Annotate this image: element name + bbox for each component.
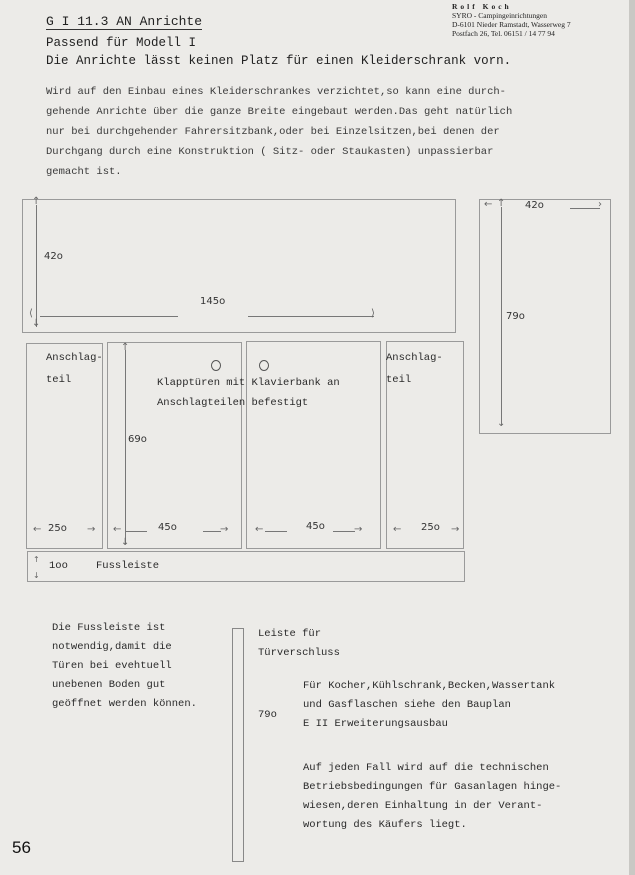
reference-line: E II Erweiterungsausbau xyxy=(303,718,448,730)
left-stop-label-1: Anschlag- xyxy=(46,352,103,364)
right-stop-label-1: Anschlag- xyxy=(386,352,443,364)
note-line: Türen bei evehtuell xyxy=(52,660,172,672)
arrow-up-icon: ↑ xyxy=(33,555,40,564)
door-height: 69o xyxy=(128,434,147,445)
top-panel-width: 145o xyxy=(200,296,226,307)
arrow-left-icon: ← xyxy=(113,524,122,535)
arrow-right-icon: › xyxy=(598,199,602,210)
arrow-down-icon: ⌄ xyxy=(497,418,506,429)
door-2-width-line-left xyxy=(265,531,287,532)
door-1-width-line-right xyxy=(203,531,221,532)
footboard-label: Fussleiste xyxy=(96,560,160,572)
footboard-height: 1oo xyxy=(49,560,68,572)
arrow-right-icon: ⟩ xyxy=(371,308,375,319)
arrow-up-icon: ↑ xyxy=(497,198,506,209)
door-1-width-line-left xyxy=(125,531,147,532)
reference-note xyxy=(303,677,555,734)
address-name: Rolf Koch xyxy=(452,2,512,11)
arrow-right-icon: → xyxy=(451,524,460,535)
side-panel xyxy=(479,199,611,434)
arrow-up-icon: ↑ xyxy=(121,342,130,353)
address-block xyxy=(452,2,571,38)
model-subtitle: Passend für Modell I xyxy=(46,36,197,50)
intro-line: Wird auf den Einbau eines Kleiderschrankes verzichtet,so kann eine durch- xyxy=(46,86,506,98)
side-panel-width-line xyxy=(570,208,600,209)
doors-caption-1: Klapptüren mit Klavierbank an xyxy=(157,377,340,389)
address-contact: Postfach 26, Tel. 06151 / 14 77 94 xyxy=(452,29,555,38)
safety-line: wiesen,deren Einhaltung in der Verant- xyxy=(303,800,543,812)
arrow-down-icon: ↓ xyxy=(121,537,130,548)
intro-line: gemacht ist. xyxy=(46,166,122,178)
page-number: 56 xyxy=(12,838,31,857)
footboard-note xyxy=(52,619,197,714)
strip-label-2: Türverschluss xyxy=(258,647,340,659)
safety-note xyxy=(303,759,561,835)
arrow-right-icon: → xyxy=(87,524,96,535)
door-lock-strip xyxy=(232,628,244,862)
arrow-left-icon: ← xyxy=(393,524,402,535)
hole-2-icon xyxy=(259,360,269,371)
right-stop-label-2: teil xyxy=(386,374,412,386)
intro-line: nur bei durchgehender Fahrersitzbank,oder bei Einzelsitzen,bei denen der xyxy=(46,126,500,138)
address-street: D-6101 Nieder Ramstadt, Wasserweg 7 xyxy=(452,20,571,29)
arrow-left-icon: ← xyxy=(255,524,264,535)
right-stop-width: 25o xyxy=(421,522,440,533)
strip-label-1: Leiste für xyxy=(258,628,322,640)
arrow-right-icon: → xyxy=(354,524,363,535)
arrow-left-icon: ⟨ xyxy=(29,308,33,319)
left-stop-label-2: teil xyxy=(46,374,72,386)
note-line: Die Fussleiste ist xyxy=(52,622,166,634)
arrow-right-icon: → xyxy=(220,524,229,535)
intro-line: Durchgang durch eine Konstruktion ( Sitz- oder Staukasten) unpassierbar xyxy=(46,146,494,158)
address-company: SYRO - Campingeinrichtungen xyxy=(452,11,547,20)
door-height-line xyxy=(125,350,126,544)
safety-line: wortung des Käufers liegt. xyxy=(303,819,467,831)
top-panel xyxy=(22,199,456,333)
note-line: geöffnet werden können. xyxy=(52,698,197,710)
top-panel-height: 42o xyxy=(44,251,63,262)
reference-line: Für Kocher,Kühlschrank,Becken,Wassertank xyxy=(303,680,556,692)
strip-height: 79o xyxy=(258,709,277,721)
side-panel-height-line xyxy=(501,207,502,425)
doors-caption-2: Anschlagteilen befestigt xyxy=(157,397,309,409)
side-panel-width: 42o xyxy=(525,200,544,211)
arrow-left-icon: ← xyxy=(33,524,42,535)
note-line: unebenen Boden gut xyxy=(52,679,166,691)
door-2-width: 45o xyxy=(306,521,325,532)
intro-line: gehende Anrichte über die ganze Breite eingebaut werden.Das geht natürlich xyxy=(46,106,513,118)
left-stop-width: 25o xyxy=(48,523,67,534)
top-panel-width-line-left xyxy=(40,316,178,317)
arrow-left-icon: ← xyxy=(484,199,493,210)
safety-line: Betriebsbedingungen für Gasanlagen hinge- xyxy=(303,781,562,793)
section-title: G I 11.3 AN Anrichte xyxy=(46,14,203,29)
top-panel-width-line-right xyxy=(248,316,374,317)
page-edge xyxy=(629,0,635,875)
reference-line: und Gasflaschen siehe den Bauplan xyxy=(303,699,511,711)
footboard xyxy=(27,551,465,582)
note-line: notwendig,damit die xyxy=(52,641,172,653)
hole-1-icon xyxy=(211,360,221,371)
safety-line: Auf jeden Fall wird auf die technischen xyxy=(303,762,549,774)
side-panel-height: 79o xyxy=(506,311,525,322)
arrow-down-icon: ↓ xyxy=(32,318,41,329)
intro-paragraph xyxy=(46,82,586,182)
arrow-up-icon: ↑ xyxy=(32,196,41,207)
door-2-width-line-right xyxy=(333,531,355,532)
arrow-down-icon: ↓ xyxy=(33,571,40,580)
space-note: Die Anrichte lässt keinen Platz für einen Kleiderschrank vorn. xyxy=(46,54,512,68)
top-panel-height-line xyxy=(36,205,37,327)
door-1-width: 45o xyxy=(158,522,177,533)
